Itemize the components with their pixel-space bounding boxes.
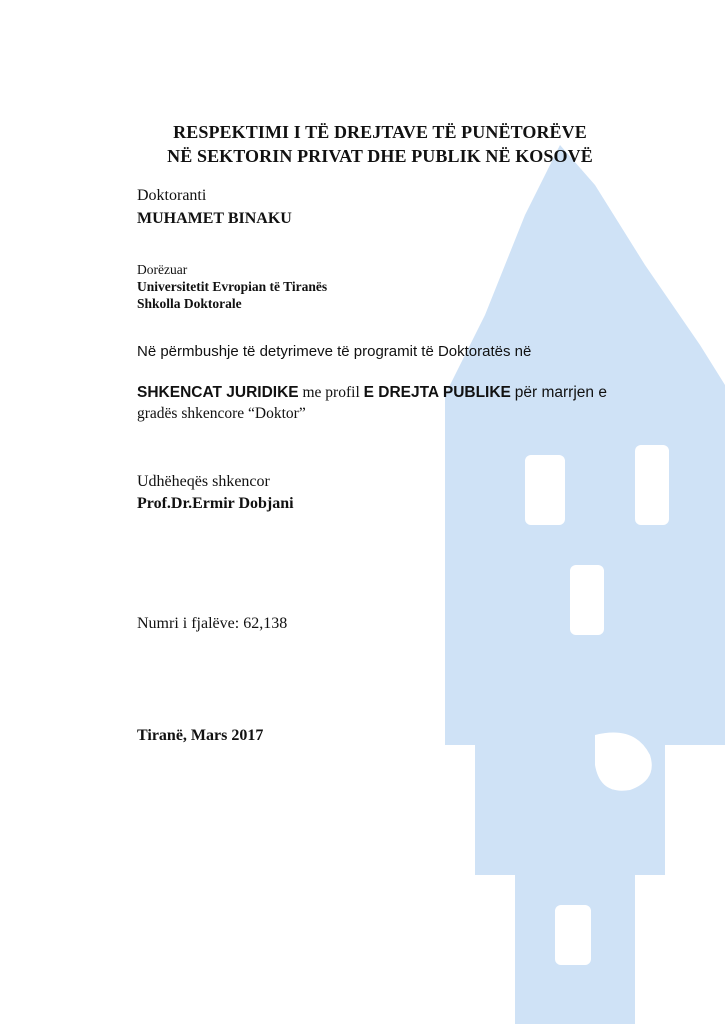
doctoral-candidate-name: MUHAMET BINAKU bbox=[137, 210, 292, 227]
university-name: Universitetit Evropian të Tiranës bbox=[137, 279, 328, 294]
field-name: SHKENCAT JURIDIKE bbox=[137, 384, 299, 401]
thesis-title-line-1: RESPEKTIMI I TË DREJTAVE TË PUNËTORËVE bbox=[173, 122, 587, 142]
doctoral-candidate-label: Doktoranti bbox=[137, 187, 207, 204]
supervisor-label: Udhëheqës shkencor bbox=[137, 473, 270, 490]
fulfilment-intro: Në përmbushje të detyrimeve të programit të Doktoratës në bbox=[137, 343, 532, 360]
supervisor-name: Prof.Dr.Ermir Dobjani bbox=[137, 495, 294, 512]
doctoral-school-name: Shkolla Doktorale bbox=[137, 296, 242, 311]
degree-line: gradës shkencore “Doktor” bbox=[137, 405, 306, 422]
fulfilment-after: për marrjen e bbox=[514, 384, 607, 401]
profile-connector: me profil bbox=[302, 384, 360, 401]
profile-name: E DREJTA PUBLIKE bbox=[363, 384, 511, 401]
word-count: Numri i fjalëve: 62,138 bbox=[137, 615, 288, 632]
thesis-title-line-2: NË SEKTORIN PRIVAT DHE PUBLIK NË KOSOVË bbox=[167, 146, 593, 166]
submitted-label: Dorëzuar bbox=[137, 262, 188, 277]
fulfilment-program-line bbox=[137, 384, 607, 402]
place-and-date: Tiranë, Mars 2017 bbox=[137, 727, 264, 744]
